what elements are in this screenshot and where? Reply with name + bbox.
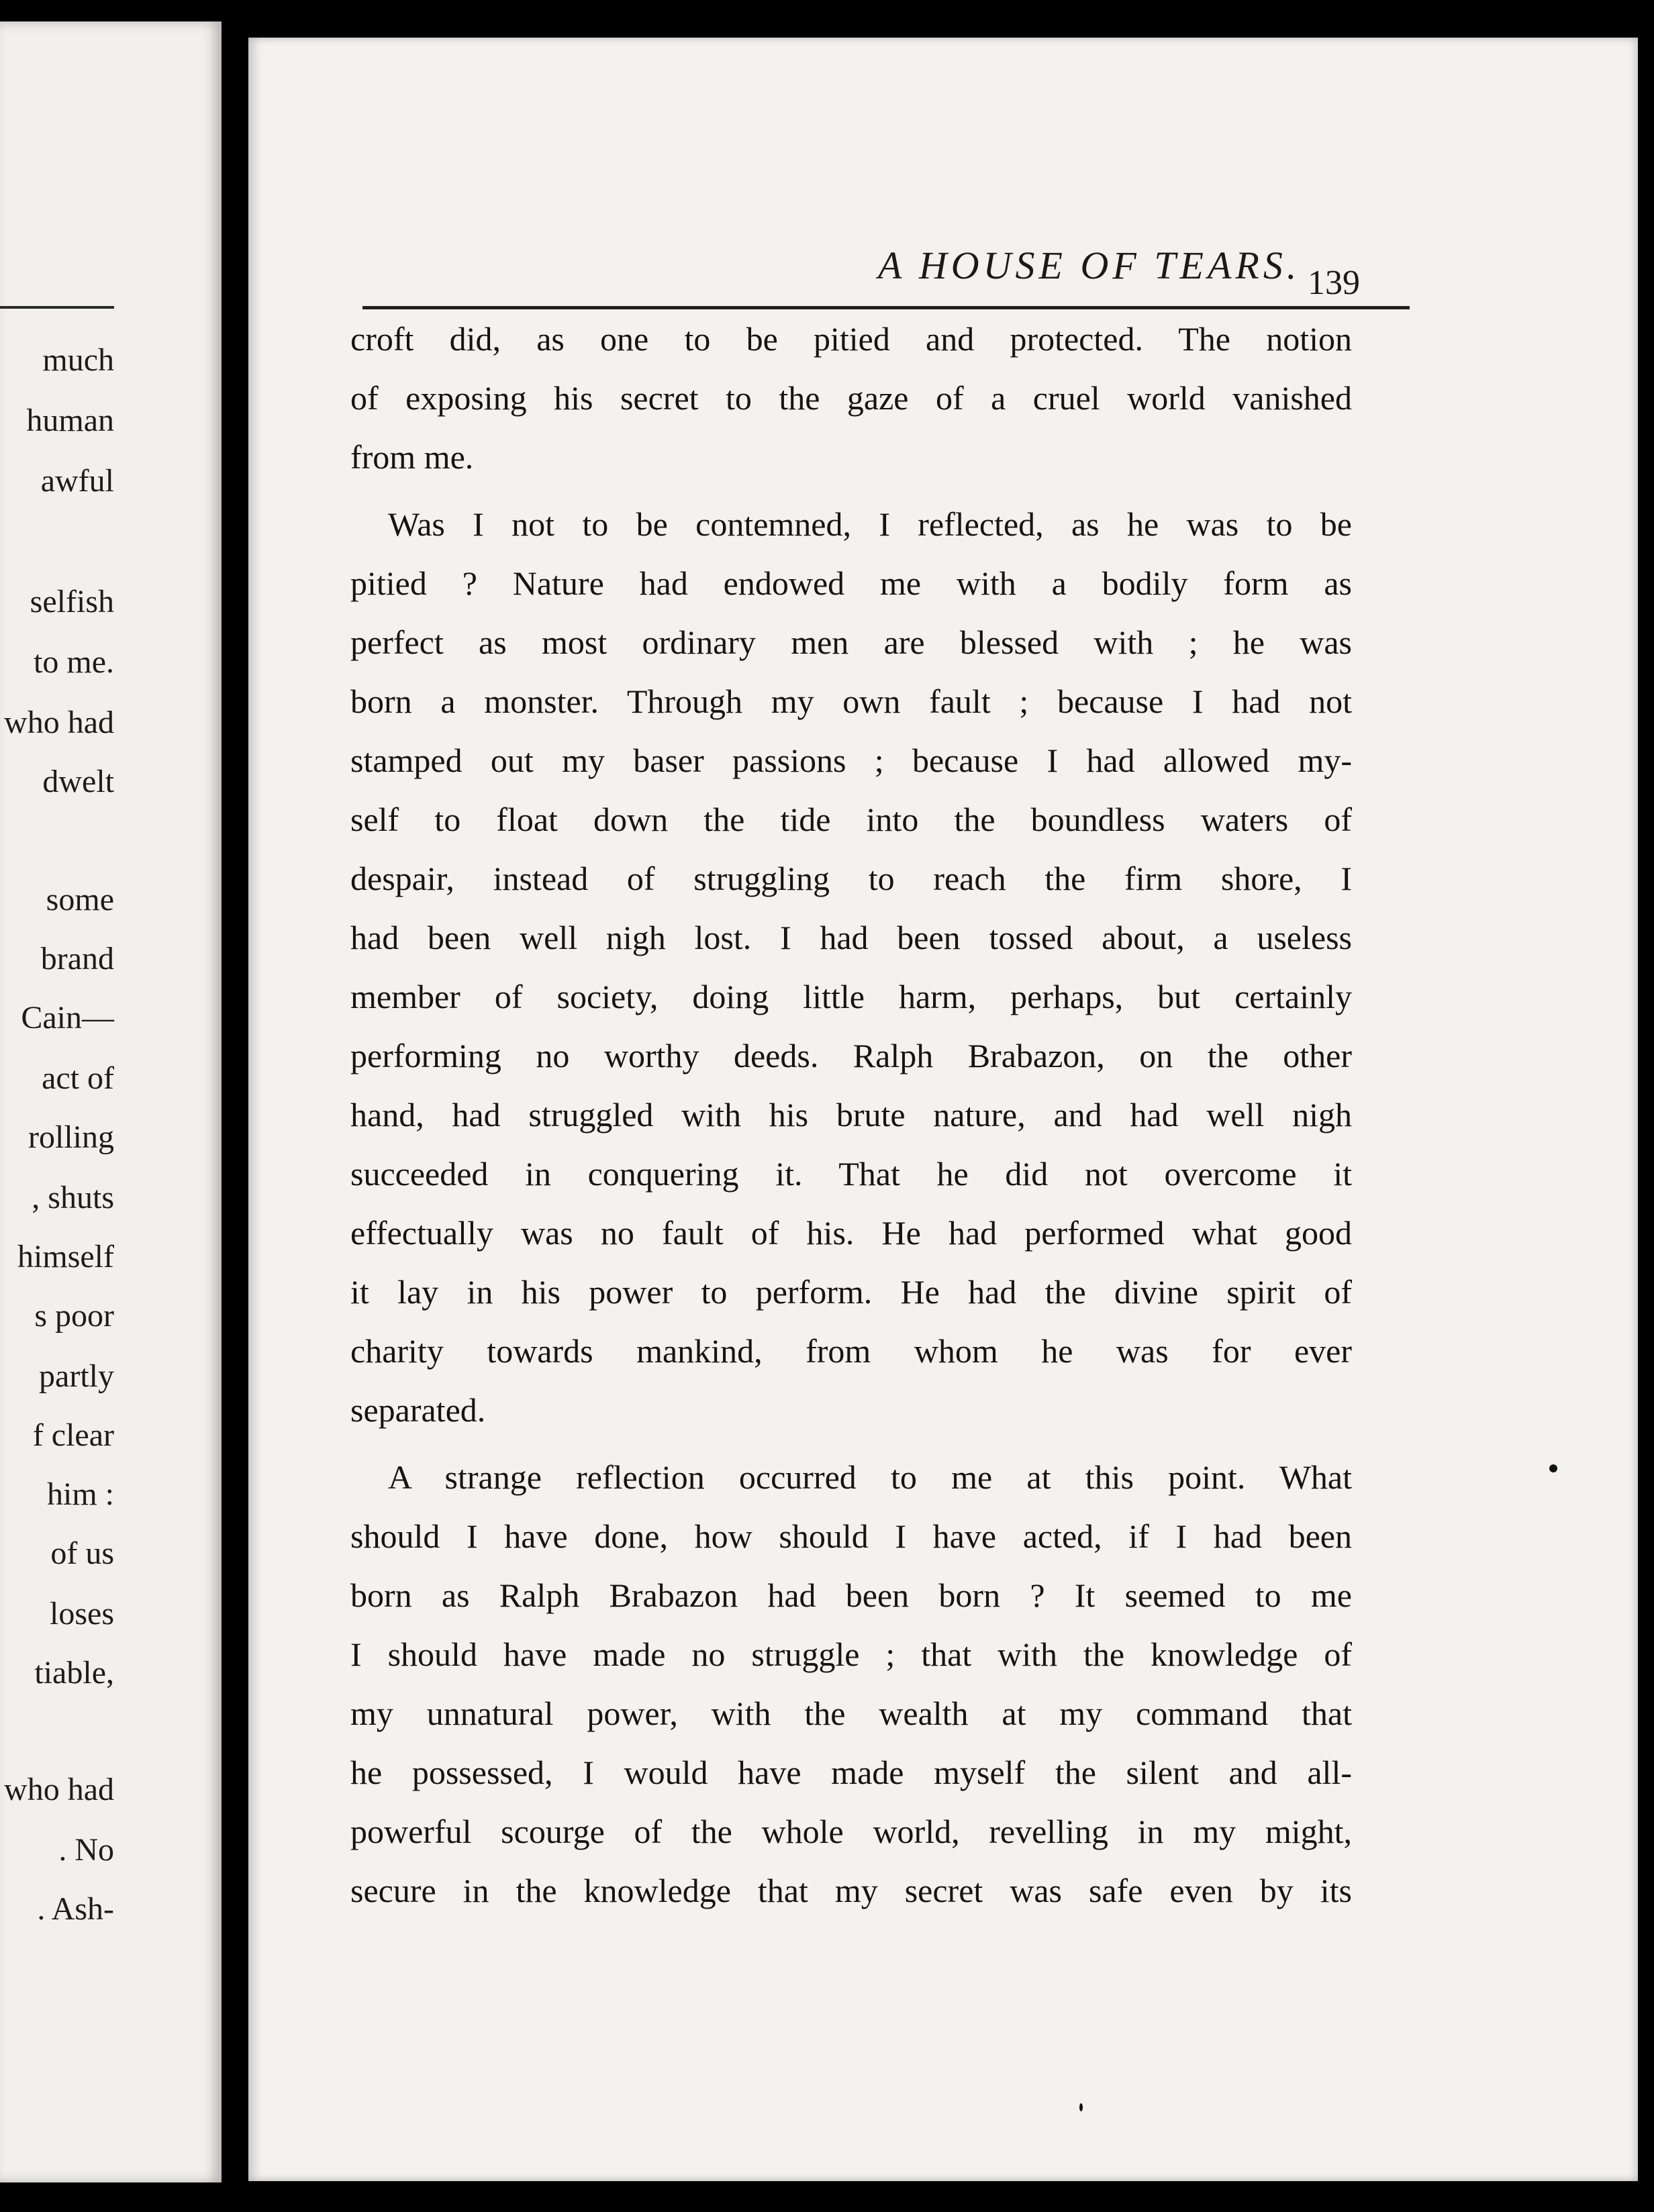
left-page-line: dwelt	[42, 764, 114, 799]
body-line: pitied ? Nature had endowed me with a bodily form as	[350, 564, 1352, 602]
body-line: from me.	[350, 438, 474, 476]
left-page-line: who had	[4, 1772, 114, 1807]
body-line: despair, instead of struggling to reach the firm shore, I	[350, 860, 1352, 897]
body-line: succeeded in conquering it. That he did not overcome it	[350, 1155, 1352, 1193]
left-page-line: . Ash-	[37, 1891, 114, 1927]
body-line: performing no worthy deeds. Ralph Brabazon, on the other	[350, 1037, 1352, 1074]
left-page-line: him :	[46, 1476, 114, 1512]
body-line: hand, had struggled with his brute nature, and had well nigh	[350, 1096, 1352, 1134]
body-line: stamped out my baser passions ; because I had allowed my-	[350, 742, 1352, 779]
scan-speck	[1549, 1464, 1557, 1472]
body-line: separated.	[350, 1391, 486, 1429]
body-line: I should have made no struggle ; that with the knowledge of	[350, 1636, 1352, 1673]
body-line: secure in the knowledge that my secret was safe even by its	[350, 1872, 1352, 1909]
body-line: should I have done, how should I have acted, if I had been	[350, 1517, 1352, 1555]
left-page-line: to me.	[34, 644, 114, 680]
left-page-line: selfish	[30, 584, 114, 619]
body-line: my unnatural power, with the wealth at my command that	[350, 1695, 1352, 1732]
left-page-line: partly	[39, 1358, 114, 1394]
left-page-line: Cain—	[21, 1000, 114, 1036]
left-page-line: . No	[58, 1832, 114, 1868]
left-page-line: f clear	[32, 1417, 114, 1453]
body-line: croft did, as one to be pitied and protected. The notion	[350, 320, 1352, 358]
left-page-line: brand	[40, 941, 114, 976]
left-page	[0, 21, 222, 2182]
body-line: it lay in his power to perform. He had the divine spirit of	[350, 1273, 1352, 1311]
body-line: he possessed, I would have made myself the silent and all-	[350, 1754, 1352, 1791]
left-page-line: tiable,	[34, 1655, 114, 1691]
header-rule	[362, 306, 1410, 309]
left-page-line: rolling	[28, 1119, 114, 1155]
left-page-line: who had	[4, 705, 114, 740]
right-page	[248, 38, 1638, 2181]
left-page-line: act of	[42, 1060, 114, 1096]
body-line: powerful scourge of the whole world, revelling in my might,	[350, 1813, 1352, 1850]
running-head: A HOUSE OF TEARS.	[878, 244, 1301, 287]
left-page-rule	[0, 306, 114, 309]
left-page-line: some	[46, 882, 114, 917]
body-line: charity towards mankind, from whom he was for ever	[350, 1332, 1352, 1370]
page-number: 139	[1308, 264, 1360, 302]
body-line: self to float down the tide into the boundless waters of	[350, 801, 1352, 838]
left-page-line: much	[42, 342, 114, 378]
left-page-line: human	[26, 403, 114, 438]
body-line: born as Ralph Brabazon had been born ? It seemed to me	[350, 1576, 1352, 1614]
body-line: effectually was no fault of his. He had performed what good	[350, 1214, 1352, 1252]
body-line: of exposing his secret to the gaze of a cruel world vanished	[350, 379, 1352, 417]
body-line: member of society, doing little harm, perhaps, but certainly	[350, 978, 1352, 1015]
left-page-line: of us	[50, 1536, 114, 1571]
left-page-line: awful	[40, 463, 114, 499]
body-line: born a monster. Through my own fault ; because I had not	[350, 683, 1352, 720]
body-line: had been well nigh lost. I had been tossed about, a useless	[350, 919, 1352, 956]
left-page-line: , shuts	[32, 1180, 114, 1215]
left-page-line: s poor	[34, 1298, 114, 1334]
scan-speck	[1079, 2103, 1083, 2111]
body-line: perfect as most ordinary men are blessed with ; he was	[350, 623, 1352, 661]
body-line: A strange reflection occurred to me at this point. What	[388, 1458, 1352, 1496]
body-line: Was I not to be contemned, I reflected, as he was to be	[388, 505, 1352, 543]
left-page-line: himself	[17, 1239, 114, 1274]
left-page-line: loses	[50, 1596, 114, 1631]
